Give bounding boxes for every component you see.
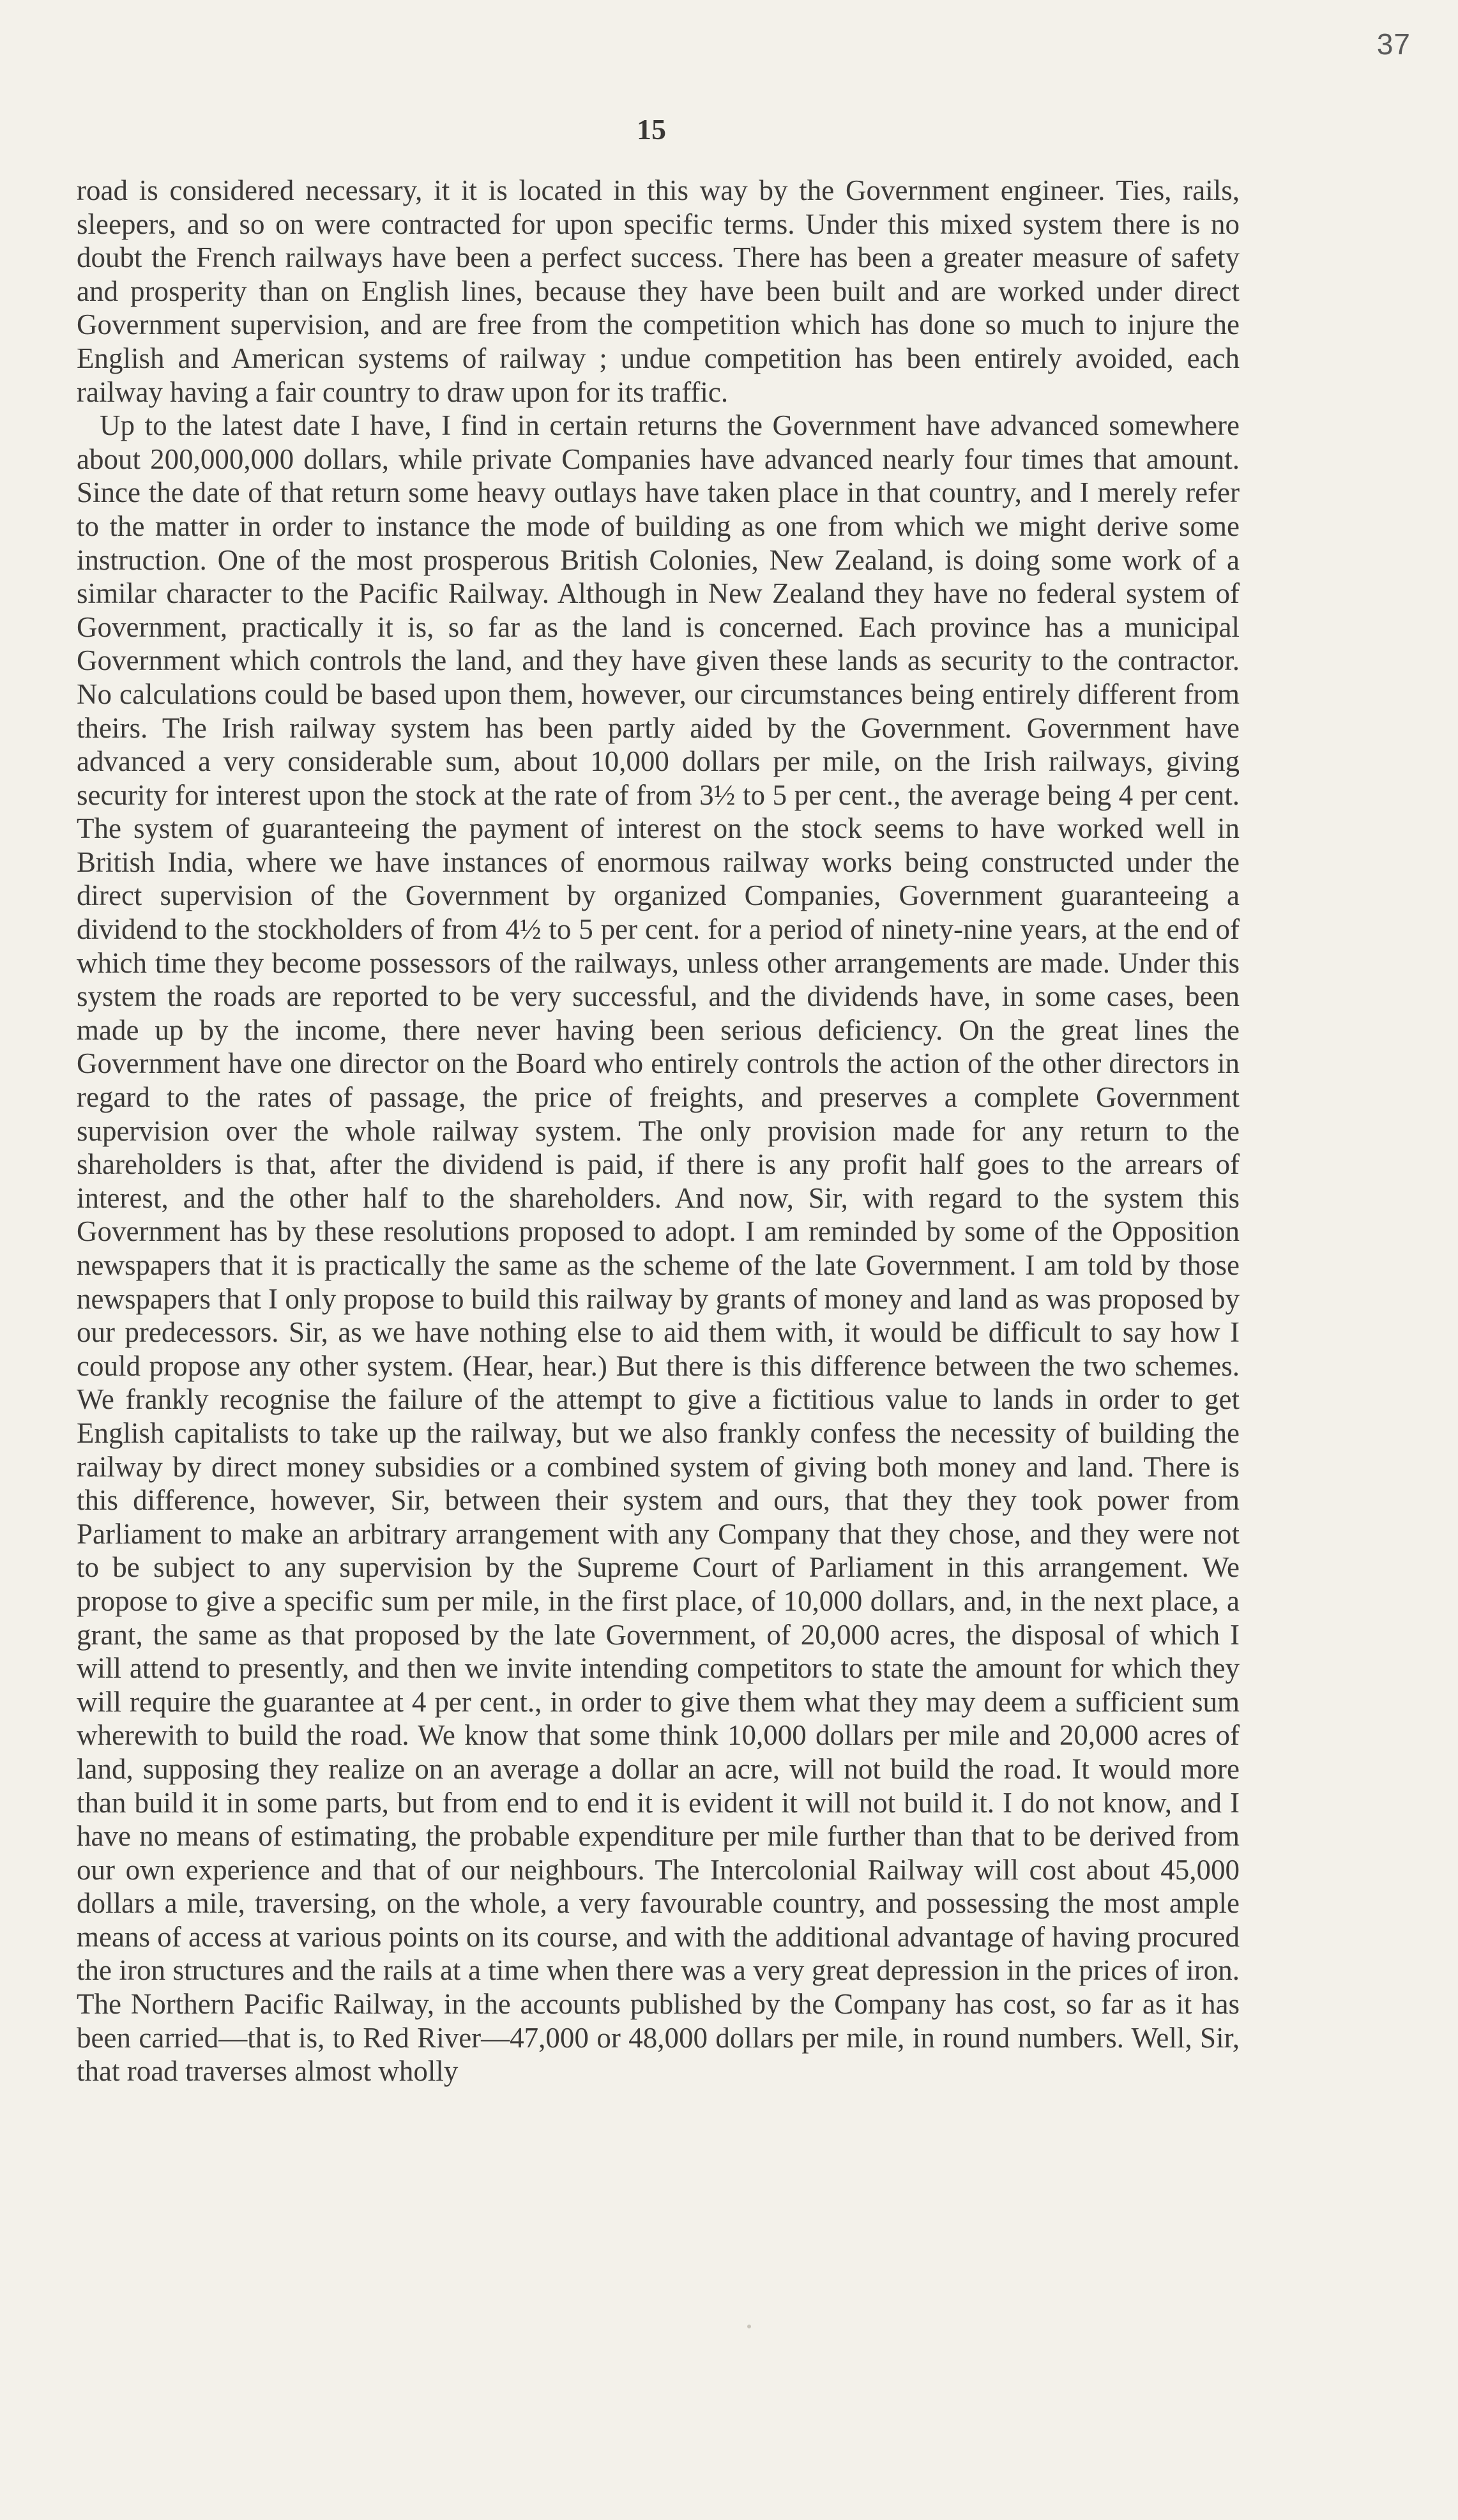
paragraph-1: road is considered necessary, it it is located in this way by the Government engineer. Ties, rails, sleepers, and so on were contracted for upon specific terms. Under this mixed system there is no doubt the French railways have been a perfect success. There has been a greater measure of safety and prosperity than on English lines, because they have been built and are worked under direct Government supervision, and are free from the competition which has done so much to injure the English and American systems of railway ; undue competition has been entirely avoided, each railway having a fair country to draw upon for its traffic. — [77, 174, 1240, 408]
paper-speck — [747, 2325, 751, 2328]
archive-page-number: 37 — [1376, 27, 1411, 61]
page-body — [77, 174, 1240, 2088]
page-number: 15 — [637, 113, 666, 146]
paragraph-2: Up to the latest date I have, I find in certain returns the Government have advanced somewhere about 200,000,000 dollars, while private Companies have advanced nearly four times that amount. Since the date of that return some heavy outlays have taken place in that country, and I merely refer to the matter in order to instance the mode of building as one from which we might derive some instruction. One of the most prosperous British Colonies, New Zealand, is doing some work of a similar character to the Pacific Railway. Although in New Zealand they have no federal system of Government, practically it is, so far as the land is concerned. Each province has a municipal Government which controls the land, and they have given these lands as security to the contractor. No calculations could be based upon them, however, our circumstances being entirely different from theirs. The Irish railway system has been partly aided by the Government. Government have advanced a very considerable sum, about 10,000 dollars per mile, on the Irish railways, giving security for interest upon the stock at the rate of from 3½ to 5 per cent., the average being 4 per cent. The system of guaranteeing the payment of interest on the stock seems to have worked well in British India, where we have instances of enormous railway works being constructed under the direct supervision of the Government by organized Companies, Government guaranteeing a dividend to the stockholders of from 4½ to 5 per cent. for a period of ninety-nine years, at the end of which time they become possessors of the railways, unless other arrangements are made. Under this system the roads are reported to be very successful, and the dividends have, in some cases, been made up by the income, there never having been serious deficiency. On the great lines the Government have one director on the Board who entirely controls the action of the other directors in regard to the rates of passage, the price of freights, and preserves a complete Government supervision over the whole railway system. The only provision made for any return to the shareholders is that, after the dividend is paid, if there is any profit half goes to the arrears of interest, and the other half to the shareholders. And now, Sir, with regard to the system this Government has by these resolutions proposed to adopt. I am reminded by some of the Opposition newspapers that it is practically the same as the scheme of the late Government. I am told by those newspapers that I only propose to build this railway by grants of money and land as was proposed by our predecessors. Sir, as we have nothing else to aid them with, it would be difficult to say how I could propose any other system. (Hear, hear.) But there is this difference between the two schemes. We frankly recognise the failure of the attempt to give a fictitious value to lands in order to get English capitalists to take up the railway, but we also frankly confess the necessity of building the railway by direct money subsidies or a combined system of giving both money and land. There is this difference, however, Sir, between their system and ours, that they they took power from Parliament to make an arbitrary arrangement with any Company that they chose, and they were not to be subject to any supervision by the Supreme Court of Parliament in this arrangement. We propose to give a specific sum per mile, in the first place, of 10,000 dollars, and, in the next place, a grant, the same as that proposed by the late Government, of 20,000 acres, the disposal of which I will attend to presently, and then we invite intending competitors to state the amount for which they will require the guarantee at 4 per cent., in order to give them what they may deem a sufficient sum wherewith to build the road. We know that some think 10,000 dollars per mile and 20,000 acres of land, supposing they realize on an average a dollar an acre, will not build the road. It would more than build it in some parts, but from end to end it is evident it will not build it. I do not know, and I have no means of estimating, the probable expenditure per mile further than that to be derived from our own experience and that of our neighbours. The Intercolonial Railway will cost about 45,000 dollars a mile, traversing, on the whole, a very favourable country, and possessing the most ample means of access at various points on its course, and with the additional advantage of having procured the iron structures and the rails at a time when there was a very great depression in the prices of iron. The Northern Pacific Railway, in the accounts published by the Company has cost, so far as it has been carried—that is, to Red River—47,000 or 48,000 dollars per mile, in round numbers. Well, Sir, that road traverses almost wholly — [77, 409, 1240, 2088]
